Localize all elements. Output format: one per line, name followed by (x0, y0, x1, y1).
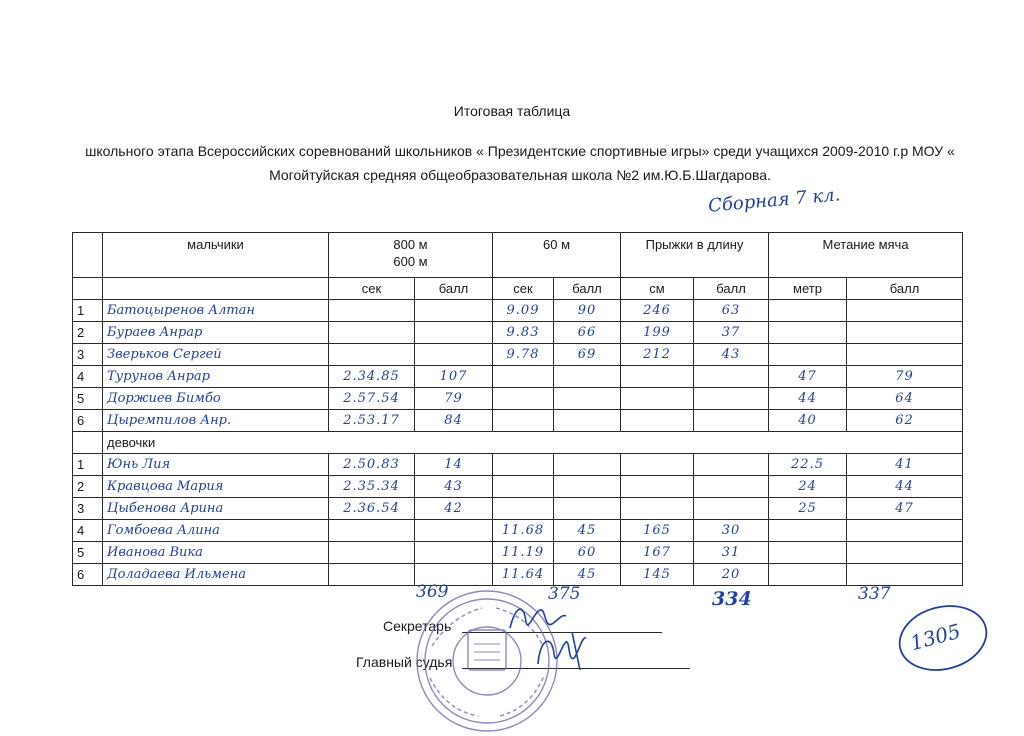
secretary-label: Секретарь (383, 618, 452, 634)
throw-distance (769, 520, 847, 542)
header-jump: Прыжки в длину (621, 233, 769, 278)
row-number: 2 (73, 322, 103, 344)
header-run-800: 800 м (393, 237, 428, 252)
unit-meter: метр (769, 278, 847, 300)
jump-distance (621, 410, 694, 432)
table-row (73, 388, 963, 410)
throw-points: 47 (847, 498, 963, 520)
run-points: 43 (415, 476, 493, 498)
run-time: 2.36.54 (329, 498, 415, 520)
jump-points (694, 388, 769, 410)
jump-distance: 199 (621, 322, 694, 344)
throw-points (847, 542, 963, 564)
total-throw: 337 (858, 584, 891, 604)
throw-distance: 44 (769, 388, 847, 410)
table-row (73, 322, 963, 344)
section-blank (73, 432, 103, 454)
run-time: 2.50.83 (329, 454, 415, 476)
table-row (73, 300, 963, 322)
girls-section-row (73, 432, 963, 454)
run-time: 2.34.85 (329, 366, 415, 388)
throw-points (847, 344, 963, 366)
jump-distance: 165 (621, 520, 694, 542)
sprint-points: 60 (554, 542, 621, 564)
team-note: Сборная 7 кл. (707, 184, 842, 217)
total-jump: 334 (712, 588, 752, 610)
run-points: 14 (415, 454, 493, 476)
throw-distance: 22.5 (769, 454, 847, 476)
row-number: 4 (73, 520, 103, 542)
total-sprint: 375 (548, 584, 581, 604)
header-corner (73, 233, 103, 278)
page-title: Итоговая таблица (453, 103, 571, 119)
jump-points (694, 366, 769, 388)
table-row (73, 564, 963, 586)
jump-distance (621, 476, 694, 498)
chief-judge-label: Главный судья (356, 654, 453, 670)
run-time (329, 300, 415, 322)
jump-distance: 246 (621, 300, 694, 322)
jump-distance (621, 498, 694, 520)
run-time (329, 542, 415, 564)
results-table (72, 232, 963, 586)
unit-corner (73, 278, 103, 300)
throw-points: 41 (847, 454, 963, 476)
jump-points: 20 (694, 564, 769, 586)
student-name: Доладаева Ильмена (103, 564, 329, 586)
student-name: Гомбоева Алина (103, 520, 329, 542)
jump-distance (621, 388, 694, 410)
run-time: 2.53.17 (329, 410, 415, 432)
throw-distance (769, 564, 847, 586)
run-time: 2.57.54 (329, 388, 415, 410)
throw-distance (769, 300, 847, 322)
student-name: Доржиев Бимбо (103, 388, 329, 410)
throw-points: 44 (847, 476, 963, 498)
student-name: Юнь Лия (103, 454, 329, 476)
jump-distance: 212 (621, 344, 694, 366)
header-run (329, 233, 493, 278)
run-time: 2.35.34 (329, 476, 415, 498)
jump-points (694, 410, 769, 432)
jump-distance: 167 (621, 542, 694, 564)
throw-points (847, 520, 963, 542)
row-number: 6 (73, 410, 103, 432)
student-name: Кравцова Мария (103, 476, 329, 498)
student-name: Турунов Анрар (103, 366, 329, 388)
sprint-points: 45 (554, 564, 621, 586)
throw-points: 64 (847, 388, 963, 410)
unit-points: балл (847, 278, 963, 300)
jump-distance: 145 (621, 564, 694, 586)
row-number: 4 (73, 366, 103, 388)
run-time (329, 564, 415, 586)
table-row (73, 366, 963, 388)
sprint-points: 69 (554, 344, 621, 366)
run-time (329, 344, 415, 366)
sprint-time (493, 454, 554, 476)
jump-points: 37 (694, 322, 769, 344)
jump-points (694, 454, 769, 476)
sprint-time (493, 388, 554, 410)
table-row (73, 520, 963, 542)
run-points (415, 300, 493, 322)
total-run: 369 (416, 582, 449, 602)
student-name: Зверьков Сергей (103, 344, 329, 366)
throw-distance: 40 (769, 410, 847, 432)
throw-distance (769, 542, 847, 564)
throw-points (847, 322, 963, 344)
throw-distance (769, 344, 847, 366)
sprint-time (493, 366, 554, 388)
throw-distance (769, 322, 847, 344)
boys-body (73, 300, 963, 586)
run-points: 107 (415, 366, 493, 388)
sprint-time (493, 498, 554, 520)
run-points: 42 (415, 498, 493, 520)
throw-distance: 24 (769, 476, 847, 498)
throw-distance: 47 (769, 366, 847, 388)
row-number: 3 (73, 498, 103, 520)
run-time (329, 520, 415, 542)
student-name: Цыбенова Арина (103, 498, 329, 520)
page-subtitle: школьного этапа Всероссийских соревнований школьников « Президентские спортивные игры» среди учащихся 2009-2010 г.р МОУ « Могойтуйская средняя общеобразовательная школа №2 им.Ю.Б.Шагдарова. (85, 143, 955, 183)
sprint-time (493, 410, 554, 432)
row-number: 5 (73, 542, 103, 564)
header-boys: мальчики (103, 233, 329, 278)
sprint-time: 9.83 (493, 322, 554, 344)
student-name: Цыремпилов Анр. (103, 410, 329, 432)
jump-points: 63 (694, 300, 769, 322)
run-points: 79 (415, 388, 493, 410)
row-number: 3 (73, 344, 103, 366)
table-row (73, 476, 963, 498)
student-name: Батоцыренов Алтан (103, 300, 329, 322)
jump-points (694, 476, 769, 498)
sprint-points: 90 (554, 300, 621, 322)
run-points (415, 520, 493, 542)
jump-points: 30 (694, 520, 769, 542)
jump-distance (621, 454, 694, 476)
throw-points: 62 (847, 410, 963, 432)
unit-sec: сек (493, 278, 554, 300)
header-sprint: 60 м (493, 233, 621, 278)
run-points (415, 344, 493, 366)
row-number: 1 (73, 454, 103, 476)
run-points: 84 (415, 410, 493, 432)
row-number: 2 (73, 476, 103, 498)
throw-distance: 25 (769, 498, 847, 520)
jump-points (694, 498, 769, 520)
throw-points (847, 564, 963, 586)
row-number: 1 (73, 300, 103, 322)
table-row (73, 344, 963, 366)
sprint-time: 9.09 (493, 300, 554, 322)
sprint-points (554, 366, 621, 388)
header-throw: Метание мяча (769, 233, 963, 278)
sprint-points: 66 (554, 322, 621, 344)
jump-distance (621, 366, 694, 388)
girls-heading: девочки (103, 432, 963, 454)
table-row (73, 410, 963, 432)
unit-sec: сек (329, 278, 415, 300)
sprint-points (554, 498, 621, 520)
sprint-points: 45 (554, 520, 621, 542)
grand-total: 1305 (907, 618, 964, 656)
unit-cm: см (621, 278, 694, 300)
unit-points: балл (554, 278, 621, 300)
chief-judge-signature-icon (532, 628, 592, 674)
throw-points (847, 300, 963, 322)
unit-name (103, 278, 329, 300)
table-row (73, 498, 963, 520)
header-run-600: 600 м (393, 254, 428, 269)
throw-points: 79 (847, 366, 963, 388)
table-row (73, 454, 963, 476)
sprint-time (493, 476, 554, 498)
sprint-points (554, 454, 621, 476)
sprint-time: 9.78 (493, 344, 554, 366)
run-time (329, 322, 415, 344)
jump-points: 31 (694, 542, 769, 564)
run-points (415, 542, 493, 564)
sprint-points (554, 476, 621, 498)
sprint-time: 11.64 (493, 564, 554, 586)
run-points (415, 322, 493, 344)
student-name: Бураев Анрар (103, 322, 329, 344)
sprint-time: 11.19 (493, 542, 554, 564)
table-row (73, 542, 963, 564)
sprint-points (554, 410, 621, 432)
sprint-points (554, 388, 621, 410)
student-name: Иванова Вика (103, 542, 329, 564)
jump-points: 43 (694, 344, 769, 366)
sprint-time: 11.68 (493, 520, 554, 542)
unit-points: балл (415, 278, 493, 300)
unit-points: балл (694, 278, 769, 300)
row-number: 5 (73, 388, 103, 410)
row-number: 6 (73, 564, 103, 586)
